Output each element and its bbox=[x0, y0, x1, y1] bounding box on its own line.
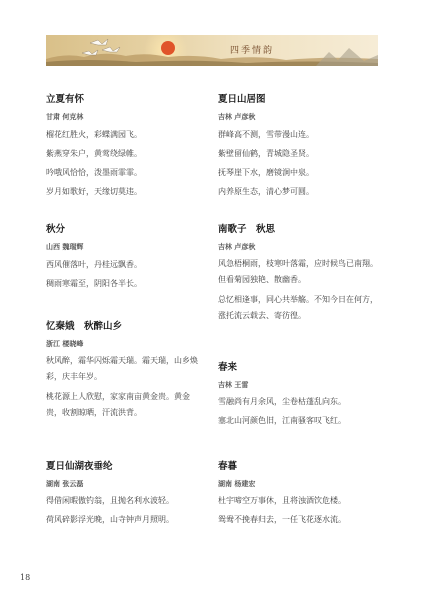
poem-line: 雪融尚有月余风，尘卷枯蓬乱向东。 bbox=[218, 397, 346, 406]
poem-line: 总忆相逢事，同心共举觞。不知今日在何方，涨托流云载去、寄彷徨。 bbox=[218, 295, 378, 320]
poem-line: 鸳鸯不挽春归去，一任飞花逐水流。 bbox=[218, 515, 346, 524]
poem-author: 浙江 楼晓峰 bbox=[46, 339, 84, 348]
poem-title: 夏日仙湖夜垂纶 bbox=[46, 461, 113, 472]
poem-title: 南歌子 秋思 bbox=[218, 224, 276, 235]
poem-author: 湖南 张云磊 bbox=[46, 479, 84, 488]
poem-author: 湖南 杨建宏 bbox=[218, 479, 256, 488]
poem-block bbox=[46, 461, 206, 526]
poem-line: 荷风碎影浮光晚，山寺钟声月照明。 bbox=[46, 515, 174, 524]
poem-title: 立夏有怀 bbox=[46, 94, 85, 105]
poem-title: 夏日山居图 bbox=[218, 94, 266, 105]
poem-title: 春来 bbox=[218, 362, 238, 373]
poem-title: 春暮 bbox=[218, 461, 238, 472]
poem-line: 抚琴崖下水，磨镜涧中泉。 bbox=[218, 168, 314, 177]
poem-line: 紫壁留仙鹤，青城隐圣贤。 bbox=[218, 149, 314, 158]
poem-title: 忆秦娥 秋醉山乡 bbox=[46, 321, 123, 332]
header-banner bbox=[46, 35, 378, 66]
poem-title: 秋分 bbox=[46, 224, 66, 235]
poem-line: 得借闲暇傲钓翁，且抛名利水波轻。 bbox=[46, 496, 174, 505]
poem-line: 紫燕穿朱户，黄莺绕绿帷。 bbox=[46, 149, 142, 158]
poem-block bbox=[218, 224, 382, 324]
sun-icon bbox=[161, 41, 175, 55]
poem-line: 桃花源上人欣慰，家家南亩黄金贵。黄金贵，收割晾晒，汗流洪背。 bbox=[46, 392, 190, 417]
poem-line: 榴花红胜火，彩蝶满园飞。 bbox=[46, 130, 142, 139]
poem-line: 群峰高不测，雪带漫山连。 bbox=[218, 130, 314, 139]
poem-author: 吉林 卢彦秋 bbox=[218, 242, 256, 251]
poem-author: 甘肃 何克林 bbox=[46, 112, 84, 121]
poem-author: 吉林 王雷 bbox=[218, 380, 249, 389]
poem-block bbox=[46, 94, 194, 198]
poem-block bbox=[218, 461, 382, 526]
poem-line: 吟哦风恰恰，泼墨雨霏霏。 bbox=[46, 168, 142, 177]
landscape-illustration bbox=[46, 35, 378, 66]
poem-line: 秋风醉，霜华闪烁霜天瑞。霜天瑞，山乡焕彩，庆丰年岁。 bbox=[46, 356, 198, 381]
poem-line: 西风催落叶，丹桂远飘香。 bbox=[46, 260, 142, 269]
poem-block bbox=[218, 362, 382, 427]
poem-line: 杜宇啼空万事休，且将浊酒饮危楼。 bbox=[218, 496, 346, 505]
crane-birds-icon bbox=[82, 39, 120, 55]
poem-line: 岁月如歌好，天缘切莫违。 bbox=[46, 187, 142, 196]
poem-block bbox=[46, 321, 202, 421]
poem-author: 山西 魏瑞辉 bbox=[46, 242, 84, 251]
poem-author: 吉林 卢彦秋 bbox=[218, 112, 256, 121]
poem-line: 风急梧桐雨，枝寒叶落霜，应时候鸟已南翔。但看菊园独艳、散幽香。 bbox=[218, 259, 378, 284]
page-section-title: 四季情韵 bbox=[230, 46, 275, 56]
page-number: 18 bbox=[20, 573, 31, 582]
poem-line: 内养原生态，清心梦可圆。 bbox=[218, 187, 314, 196]
poem-block bbox=[46, 224, 194, 290]
poem-line: 塞北山河颜色旧，江南骚客叹飞红。 bbox=[218, 416, 346, 425]
poem-block bbox=[218, 94, 378, 198]
poem-line: 稠雨寒霜至，阴阳各半长。 bbox=[46, 279, 142, 288]
